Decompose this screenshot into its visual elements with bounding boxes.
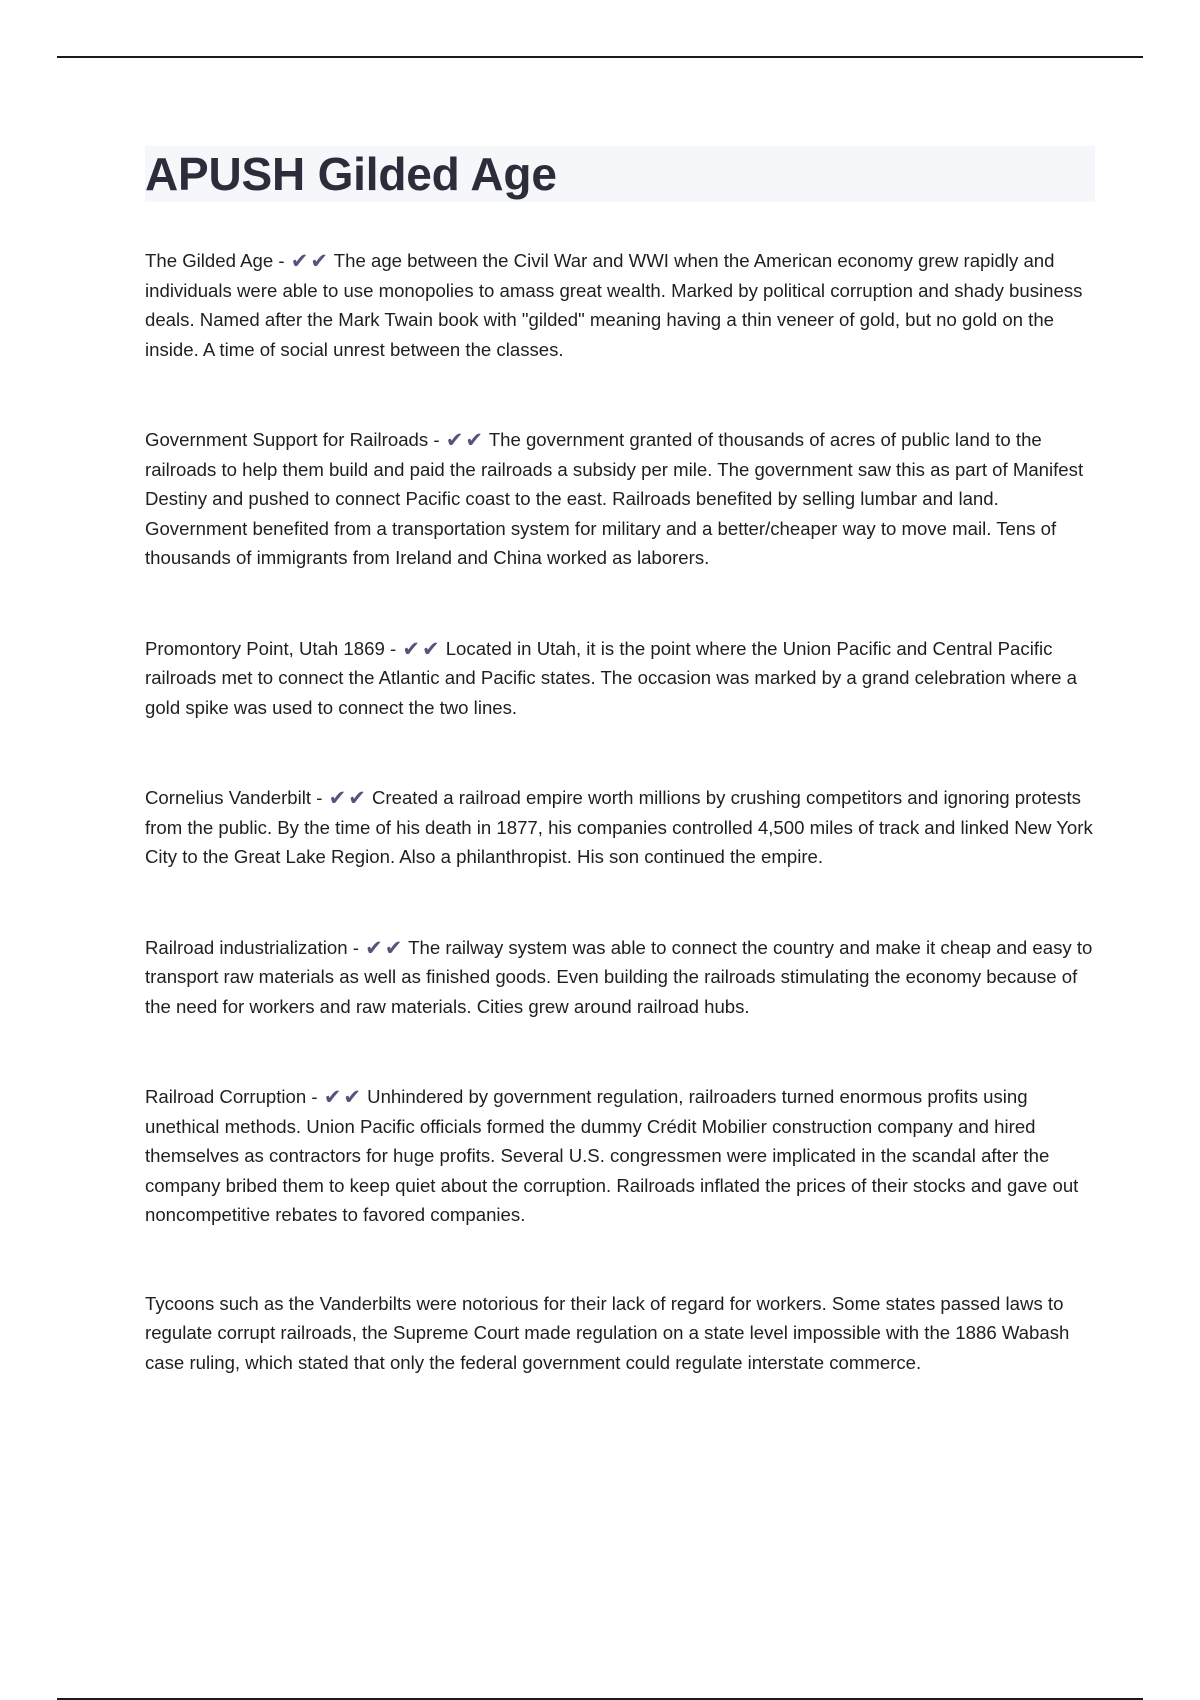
page-title: APUSH Gilded Age (145, 148, 557, 200)
entry-term: The Gilded Age - (145, 250, 285, 271)
checkmark-icon: ✔ (421, 636, 440, 661)
entry-term: Cornelius Vanderbilt - (145, 787, 323, 808)
checkmark-icon: ✔ (465, 428, 483, 452)
entry-promontory-point (145, 634, 1097, 723)
checkmark-icon: ✔ (343, 1085, 361, 1109)
checkmark-icon: ✔ (402, 636, 420, 661)
title-bar (145, 146, 1095, 202)
checkmark-icon: ✔ (310, 249, 328, 273)
top-rule (57, 56, 1143, 58)
entry-definition: The railway system was able to connect the country and make it cheap and easy to transport raw materials as well as finished goods. Even building the railroads stimulating the economy because of the need for workers and raw materials. Cities grew around railroad hubs. (145, 936, 1093, 1017)
entry-gilded-age (145, 246, 1097, 364)
entry-continuation: Tycoons such as the Vanderbilts were notorious for their lack of regard for workers. Some states passed laws to regulate corrupt railroads, the Supreme Court made regulation on a state level impossible with the 1886 Wabash case ruling, which stated that only the federal government could regulate interstate commerce. (145, 1292, 1070, 1373)
entry-term: Railroad industrialization - (145, 936, 359, 958)
checkmark-icon: ✔ (384, 935, 403, 960)
checkmark-icon: ✔ (328, 786, 347, 810)
entry-cornelius-vanderbilt (145, 783, 1097, 872)
entry-term: Government Support for Railroads - (145, 429, 440, 450)
checkmark-icon: ✔ (323, 1085, 342, 1109)
entry-railroad-corruption (145, 1082, 1097, 1230)
entry-definition: Unhindered by government regulation, railroaders turned enormous profits using unethical methods. Union Pacific officials formed the dummy Crédit Mobilier construction company and hired themselves as contractors for huge profits. Several U.S. congressmen were implicated in the scandal after the company bribed them to keep quiet about the corruption. Railroads inflated the prices of their stocks and gave out noncompetitive rebates to favored companies. (145, 1086, 1079, 1225)
entry-term: Promontory Point, Utah 1869 - (145, 637, 397, 659)
entry-definition: Created a railroad empire worth millions by crushing competitors and ignoring protests from the public. By the time of his death in 1877, his companies controlled 4,500 miles of track and linked New York City to the Great Lake Region. Also a philanthropist. His son continued the empire. (145, 787, 1093, 867)
entry-definition: The age between the Civil War and WWI when the American economy grew rapidly and individuals were able to use monopolies to amass great wealth. Marked by political corruption and shady business deals. Named after the Mark Twain book with "gilded" meaning having a thin veneer of gold, but no gold on the inside. A time of social unrest between the classes. (145, 250, 1083, 360)
checkmark-icon: ✔ (348, 786, 366, 810)
entry-definition: The government granted of thousands of acres of public land to the railroads to help them build and paid the railroads a subsidy per mile. The government saw this as part of Manifest Destiny and pushed to connect Pacific coast to the east. Railroads benefited by selling lumbar and land. Government benefited from a transportation system for military and a better/cheaper way to move mail. Tens of thousands of immigrants from Ireland and China worked as laborers. (145, 429, 1084, 568)
entry-term: Railroad Corruption - (145, 1086, 318, 1107)
entry-definition: Located in Utah, it is the point where the Union Pacific and Central Pacific railroads met to connect the Atlantic and Pacific states. The occasion was marked by a grand celebration where a gold spike was used to connect the two lines. (145, 637, 1077, 718)
checkmark-icon: ✔ (290, 249, 309, 273)
checkmark-icon: ✔ (445, 428, 464, 452)
checkmark-icon: ✔ (365, 935, 383, 960)
entry-government-support (145, 425, 1097, 573)
entry-railroad-industrialization (145, 933, 1097, 1022)
document-body (145, 146, 1097, 1438)
